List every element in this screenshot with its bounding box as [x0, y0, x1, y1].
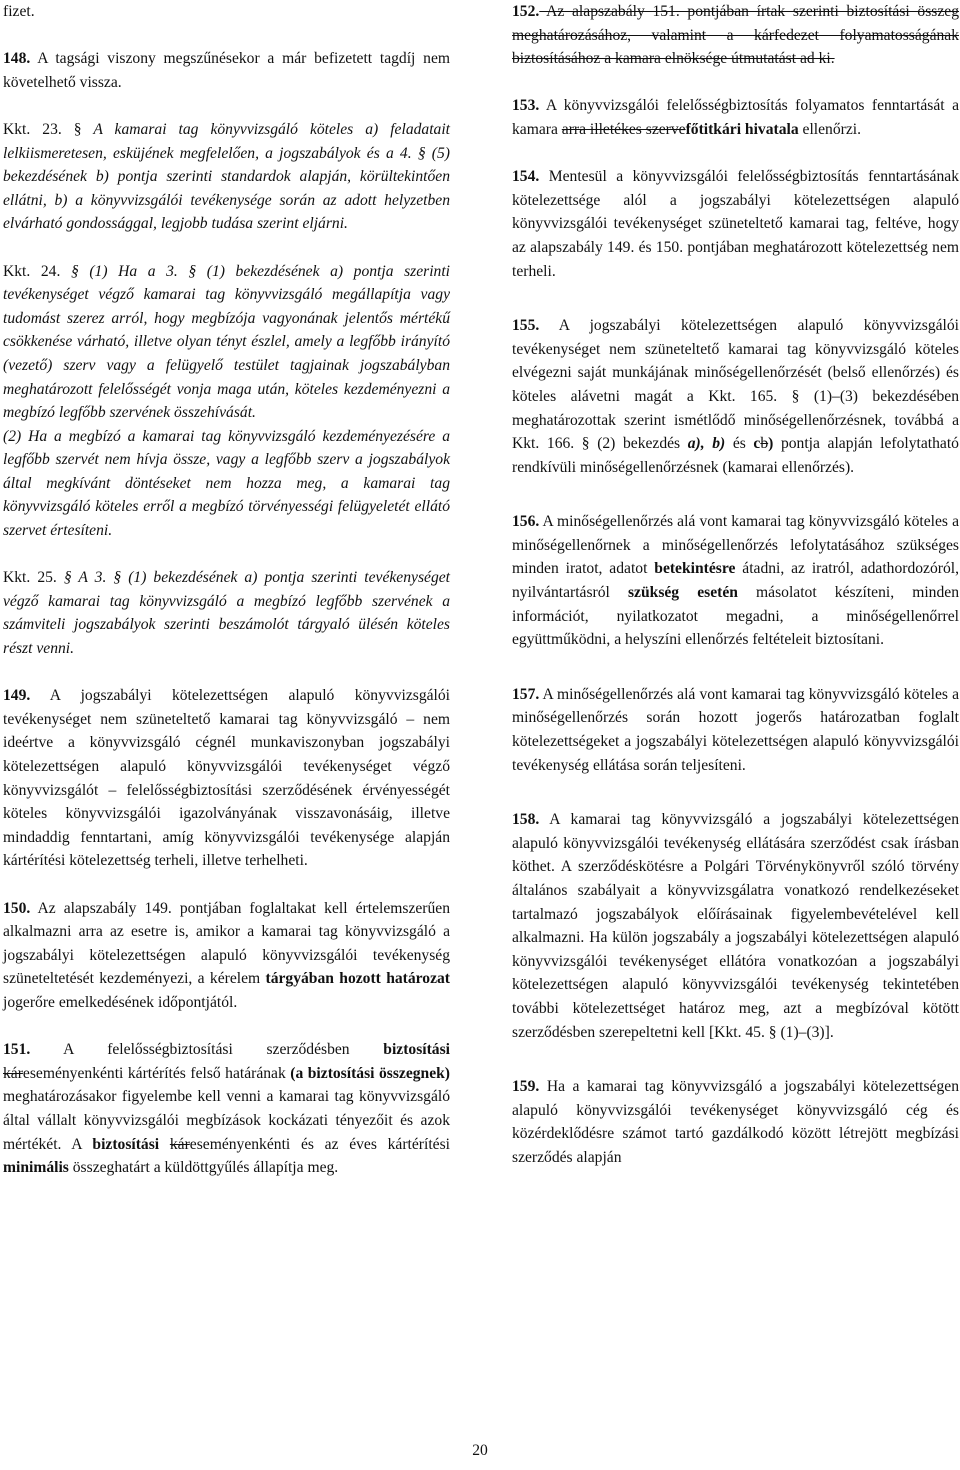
paragraph-153	[512, 94, 959, 141]
paragraph-number: 153.	[512, 97, 540, 115]
bold-insertion: c	[753, 435, 761, 453]
paragraph-text: összeghatárt a küldöttgyűlés állapítja meg.	[68, 1159, 339, 1177]
paragraph-152	[512, 0, 959, 71]
paragraph-154	[512, 165, 959, 283]
paragraph-text: eseményenkénti és az éves kártérítési	[189, 1135, 450, 1153]
section-sign: §	[73, 120, 82, 138]
paragraph-text: A jogszabályi kötelezettségen alapuló könyvvizsgálói tevékenységet nem szüneteltető kamarai tag könyvvizsgáló köteles elvégezni saját munkájának minőségellenőrzését (belső ellenőrzés) és köteles alávetni magát a Kkt. 165. § (1)–(3) bekezdésében meghatározottak szerint ismétlődő minőségellenőrzésnek, továbbá a Kkt. 166. § (2) bekezdés	[512, 317, 959, 453]
paragraph-159	[512, 1075, 959, 1169]
bold-insertion: biztosítási	[92, 1135, 160, 1153]
paragraph-number: 152.	[512, 3, 540, 20]
quote-ref: Kkt. 24.	[3, 262, 71, 280]
paragraph-text: Ha a kamarai tag könyvvizsgáló a jogszabályi kötelezettségen alapuló könyvvizsgálói tevékenységet könyvvizsgáló cég és közérdeklődésre számot tartó gazdálkodó között létrejött megbízási szerződés alapján	[512, 1078, 959, 1166]
continuation-fragment: fizet.	[3, 3, 35, 20]
paragraph-text: A felelősségbiztosítási szerződésben	[30, 1041, 384, 1059]
quote-ref: Kkt. 25.	[3, 569, 64, 587]
paragraph-number: 158.	[512, 811, 540, 829]
paragraph-number: 150.	[3, 899, 31, 917]
paragraph-text: másolatot készíteni, minden információt, nyilatkozatot megadni, a minőségellenőrrel együttműködni, a helyszíni ellenőrzés feltételeit biztosítani.	[512, 584, 959, 649]
quote-kkt-24-2: (2) Ha a megbízó a kamarai tag könyvvizsgáló kezdeményezésére a legfőbb szervét nem hívja össze, vagy a legfőbb szerv a jogszabályok által megkívánt döntéseket nem hozza meg, a kamarai tag könyvvizsgáló köteles erről a megbízó törvényességi felügyeletét ellátó szervet értesíteni.	[3, 427, 450, 540]
paragraph-text: átadni, az iratról, adathordozóról, nyilvántartásról	[512, 560, 959, 602]
paragraph-149	[3, 684, 450, 873]
paragraph-number: 155.	[512, 317, 540, 335]
bold-insertion: tárgyában hozott határozat	[265, 970, 451, 988]
paragraph-text: pontja alapján lefolytatható rendkívüli minőségellenőrzésnek (kamarai ellenőrzés).	[512, 435, 959, 476]
bold-insertion: )	[768, 435, 774, 453]
bold-insertion: (a biztosítási összegnek)	[290, 1064, 450, 1082]
paragraph-157	[512, 683, 959, 777]
quote-ref: Kkt. 23.	[3, 120, 74, 138]
paragraph-number: 157.	[512, 685, 540, 703]
paragraph-text: Mentesül a könyvvizsgálói felelősségbiztosítás fenntartásának kötelezettsége alól a jogszabályi kötelezettségen alapuló könyvvizsgálói tevékenységet szüneteltető kamarai tag, feltéve, hogy az alapszabály 149. és 150. pontjában meghatározott kötelezettség nem terheli.	[512, 168, 959, 280]
paragraph-number: 149.	[3, 687, 31, 705]
bold-insertion: betekintésre	[654, 560, 736, 578]
bold-insertion: főtitkári hivatala	[685, 120, 799, 138]
paragraph-text: A minőségellenőrzés alá vont kamarai tag könyvvizsgáló köteles a minőségellenőrzés során hozott jogerős határozatban foglalt kötelezettségeket a jogszabályi kötelezettségen alapuló könyvvizsgálói tevékenység ellátása során teljesíteni.	[512, 685, 959, 774]
quote-kkt-23	[3, 118, 450, 236]
page-number: 20	[472, 1442, 488, 1459]
paragraph-text: és	[725, 435, 754, 453]
struck-deletion: arra illetékes szerve	[561, 120, 686, 138]
paragraph-number: 148.	[3, 50, 31, 68]
paragraph-151	[3, 1038, 450, 1180]
paragraph-158	[512, 808, 959, 1044]
struck-deletion: kár	[3, 1064, 23, 1082]
paragraph-text: A minőségellenőrzés alá vont kamarai tag könyvvizsgáló köteles a minőségellenőrnek a minőségellenőrzés lefolytatásához szükséges minden iratot, adatot	[512, 513, 959, 578]
quote-kkt-25	[3, 566, 450, 660]
bold-insertion: a), b)	[687, 435, 726, 453]
paragraph-number: 154.	[512, 168, 540, 186]
left-column	[3, 0, 450, 1180]
paragraph-155	[512, 314, 959, 479]
struck-deletion: b	[760, 435, 769, 453]
paragraph-text: A tagsági viszony megszűnésekor a már befizetett tagdíj nem követelhető vissza.	[3, 50, 450, 91]
quote-text: A kamarai tag könyvvizsgáló köteles a) feladatait lelkiismeretesen, esküjének megfelelően, a jogszabályok és a 4. § (5) bekezdésének b) pontja szerinti standardok alapján, körültekintően ellátni, b) a könyvvizsgálói tevékenysége során az adott helyzetben elvárható gondossággal, legjobb tudása szerint eljárni.	[3, 120, 450, 233]
paragraph-text: Az alapszabály 149. pontjában foglaltakat kell értelemszerűen alkalmazni arra az esetre is, amikor a kamarai tag könyvvizsgáló a jogszabályi kötelezettségen alapuló könyvvizsgálói tevékenység szüneteltetését kezdeményezi, a kérelem	[3, 899, 450, 988]
quote-text: § A 3. § (1) bekezdésének a) pontja szerinti tevékenységet végző kamarai tag könyvvizsgáló a megbízó legfőbb szervének a számviteli jogszabályok szerinti beszámolót tárgyaló ülésén köteles részt venni.	[3, 569, 450, 658]
struck-deletion: kár	[169, 1135, 190, 1153]
bold-insertion: szükség esetén	[627, 584, 738, 602]
paragraph-number: 151.	[3, 1041, 31, 1059]
quote-kkt-24-1	[3, 260, 450, 425]
struck-deletion: Az alapszabály 151. pontjában írtak szerinti biztosítási összeg meghatározásához, valamint a kárfedezet folyamatosságának biztosításához a kamara elnöksége útmutatást ad ki.	[512, 3, 959, 68]
paragraph-text: jogerőre emelkedésének időpontjától.	[3, 993, 238, 1011]
paragraph-150	[3, 897, 450, 1015]
paragraph-156	[512, 510, 959, 652]
paragraph-text: A jogszabályi kötelezettségen alapuló könyvvizsgálói tevékenységet nem szüneteltető kamarai tag könyvvizsgáló – nem ideértve a könyvvizsgáló cégnél munkaviszonyban jogszabályi kötelezettségen alapuló könyvvizsgálói tevékenységet végző könyvvizsgálót – felelősségbiztosítási szerződésének érvényességét köteles könyvvizsgálói igazolványának visszavonásáig, illetve mindaddig fenntartani, amíg könyvvizsgálói tevékenysége alapján kártérítési kötelezettség terheli, illetve terhelheti.	[3, 687, 450, 870]
quote-text: § (1) Ha a 3. § (1) bekezdésének a) pontja szerinti tevékenységet végző kamarai tag könyvvizsgáló megállapítja vagy tudomást szerez arról, hogy megbízója vagyonának jelentős mértékű csökkenése várható, illetve olyan tényt észlel, amely a legfőbb irányító (vezető) szerv vagy a felügyelő testület tagjainak jogszabályban meghatározott felelősségét vonja maga után, köteles kezdeményezni a megbízó legfőbb szervének összehívását.	[3, 262, 451, 422]
paragraph-number: 156.	[512, 513, 540, 531]
bold-insertion: biztosítási	[383, 1041, 450, 1059]
paragraph-148	[3, 47, 450, 94]
bold-insertion: minimális	[3, 1159, 69, 1177]
paragraph-text: meghatározásakor figyelembe kell venni a kamarai tag könyvvizsgáló által vállalt könyvvizsgálói megbízások kockázati tényezőit és azok mértékét. A	[3, 1088, 450, 1153]
right-column	[512, 0, 959, 1170]
paragraph-number: 159.	[512, 1078, 540, 1096]
paragraph-text: A kamarai tag könyvvizsgáló a jogszabályi kötelezettségen alapuló könyvvizsgálói tevékenység ellátására szerződést csak írásban köthet. A szerződéskötésre a Polgári Törvénykönyvről szóló törvény általános szabályait a könyvvizsgálatra vonatkozó rendelkezéseket tartalmazó jogszabályok előírásainak figyelembevételével kell alkalmazni. Ha külön jogszabály a jogszabályi kötelezettségen alapuló könyvvizsgálói tevékenységet ellátóra vonatkozóan a jogszabályi kötelezettségen alapuló könyvvizsgálói tevékenység tekintetében további kötelezettséget határoz meg, azt a megbízóval kötött szerződésben szerepeltetni kell [Kkt. 45. § (1)–(3)].	[512, 811, 959, 1041]
paragraph-text: eseményenkénti kártérítés felső határának	[22, 1064, 291, 1082]
paragraph-text: A könyvvizsgálói felelősségbiztosítás folyamatos fenntartását a kamara	[512, 97, 959, 138]
paragraph-text: ellenőrzi.	[798, 120, 862, 138]
